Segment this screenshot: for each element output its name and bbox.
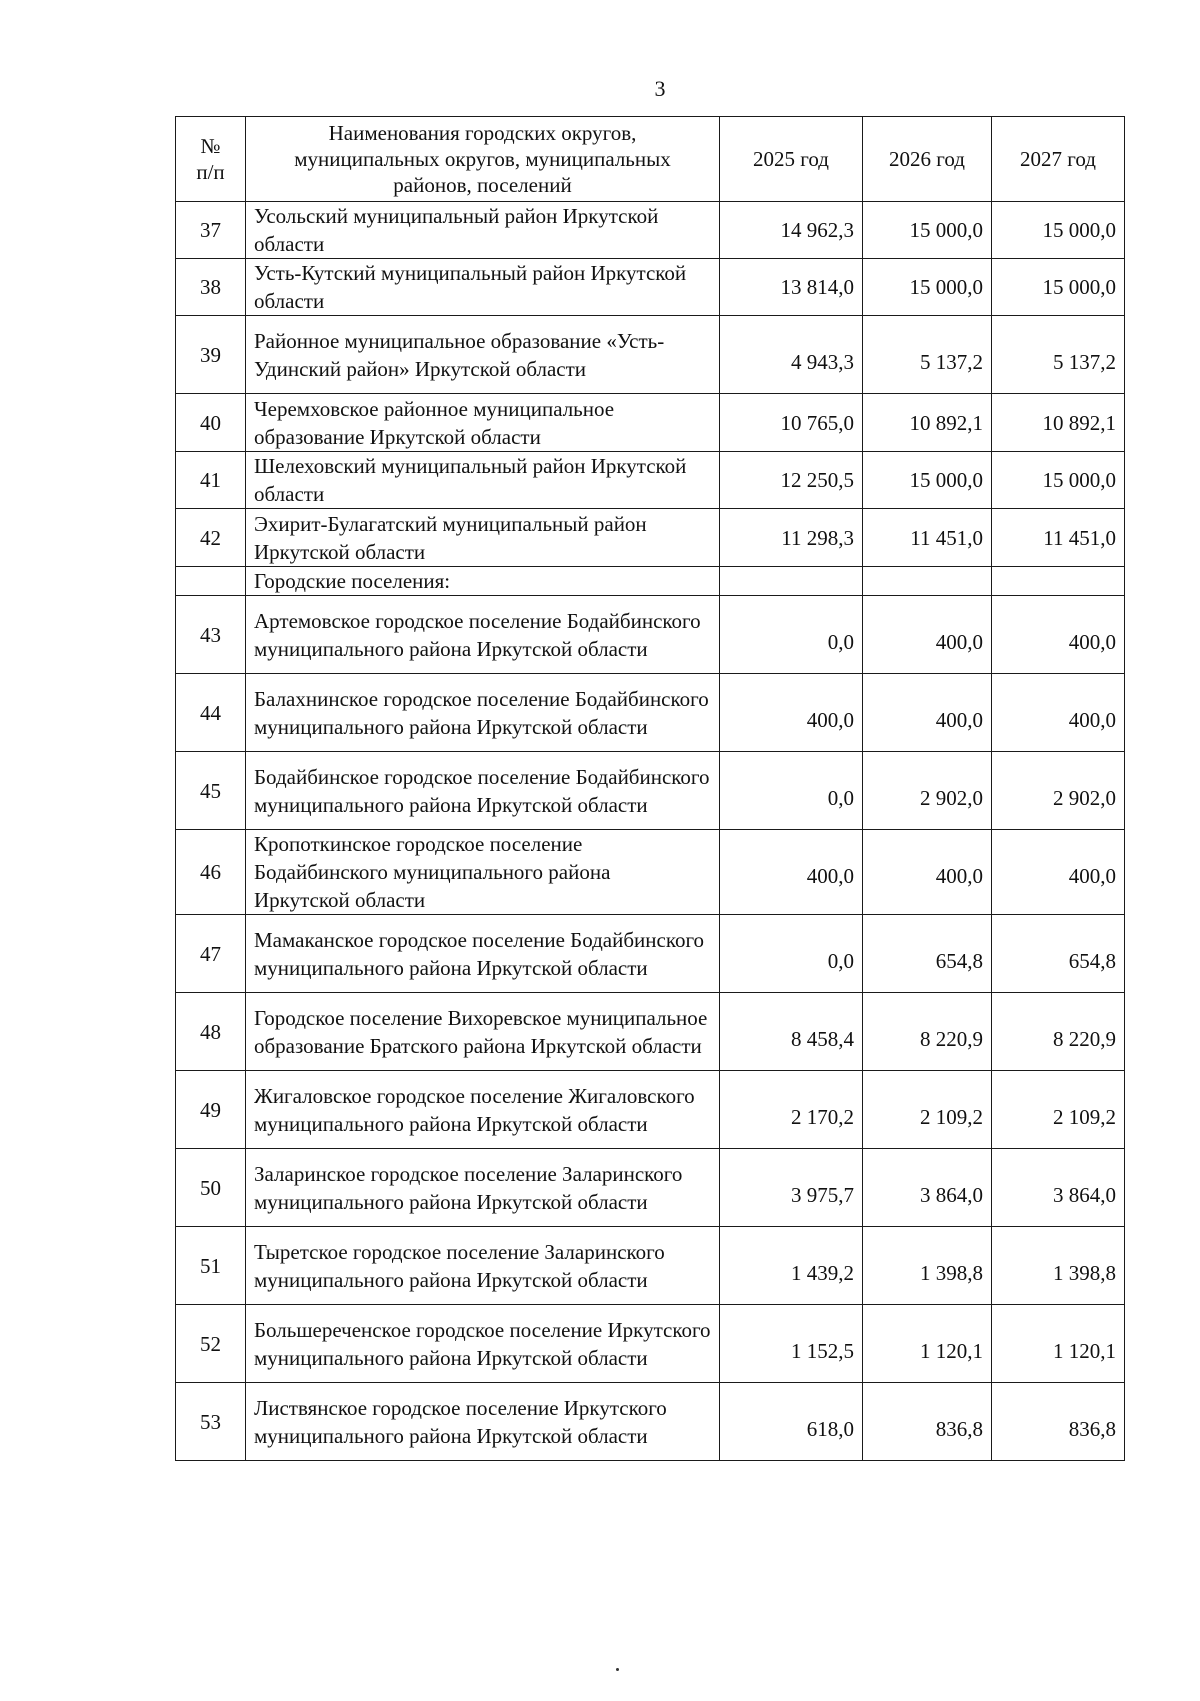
value-2026: 654,8 xyxy=(863,915,992,993)
row-number: 43 xyxy=(176,596,246,674)
row-number xyxy=(176,567,246,596)
row-number: 40 xyxy=(176,394,246,452)
value-2027: 1 120,1 xyxy=(992,1305,1125,1383)
value-2027: 15 000,0 xyxy=(992,202,1125,259)
value-2026 xyxy=(863,567,992,596)
row-number: 46 xyxy=(176,830,246,915)
row-name: Мамаканское городское поселение Бодайбинского муниципального района Иркутской области xyxy=(246,915,720,993)
row-number: 41 xyxy=(176,452,246,509)
value-2026: 400,0 xyxy=(863,596,992,674)
table-row xyxy=(176,993,1125,1071)
value-2026: 3 864,0 xyxy=(863,1149,992,1227)
value-2027: 10 892,1 xyxy=(992,394,1125,452)
value-2025: 400,0 xyxy=(720,830,863,915)
value-2027: 15 000,0 xyxy=(992,259,1125,316)
row-number: 38 xyxy=(176,259,246,316)
value-2027: 654,8 xyxy=(992,915,1125,993)
value-2027: 5 137,2 xyxy=(992,316,1125,394)
header-2027: 2027 год xyxy=(992,117,1125,202)
value-2025: 1 439,2 xyxy=(720,1227,863,1305)
header-2025: 2025 год xyxy=(720,117,863,202)
value-2027: 8 220,9 xyxy=(992,993,1125,1071)
value-2025: 11 298,3 xyxy=(720,509,863,567)
value-2026: 400,0 xyxy=(863,674,992,752)
table-row xyxy=(176,567,1125,596)
value-2025: 0,0 xyxy=(720,915,863,993)
value-2026: 1 120,1 xyxy=(863,1305,992,1383)
row-name: Усольский муниципальный район Иркутской области xyxy=(246,202,720,259)
value-2027: 1 398,8 xyxy=(992,1227,1125,1305)
value-2026: 400,0 xyxy=(863,830,992,915)
header-num: № п/п xyxy=(176,117,246,202)
value-2026: 5 137,2 xyxy=(863,316,992,394)
value-2025: 400,0 xyxy=(720,674,863,752)
header-2026: 2026 год xyxy=(863,117,992,202)
value-2027: 836,8 xyxy=(992,1383,1125,1461)
value-2025: 4 943,3 xyxy=(720,316,863,394)
value-2025: 0,0 xyxy=(720,596,863,674)
row-name: Городские поселения: xyxy=(246,567,720,596)
row-name: Жигаловское городское поселение Жигаловского муниципального района Иркутской области xyxy=(246,1071,720,1149)
row-number: 52 xyxy=(176,1305,246,1383)
row-name: Бодайбинское городское поселение Бодайбинского муниципального района Иркутской области xyxy=(246,752,720,830)
row-name: Эхирит-Булагатский муниципальный район Иркутской области xyxy=(246,509,720,567)
table-row xyxy=(176,1071,1125,1149)
table-row xyxy=(176,752,1125,830)
value-2027: 400,0 xyxy=(992,674,1125,752)
row-number: 37 xyxy=(176,202,246,259)
value-2026: 2 902,0 xyxy=(863,752,992,830)
row-name: Заларинское городское поселение Заларинского муниципального района Иркутской области xyxy=(246,1149,720,1227)
row-name: Городское поселение Вихоревское муниципальное образование Братского района Иркутской области xyxy=(246,993,720,1071)
row-name: Усть-Кутский муниципальный район Иркутской области xyxy=(246,259,720,316)
value-2026: 836,8 xyxy=(863,1383,992,1461)
row-name: Балахнинское городское поселение Бодайбинского муниципального района Иркутской области xyxy=(246,674,720,752)
value-2025: 14 962,3 xyxy=(720,202,863,259)
value-2025: 618,0 xyxy=(720,1383,863,1461)
value-2027: 400,0 xyxy=(992,830,1125,915)
value-2027 xyxy=(992,567,1125,596)
row-name: Листвянское городское поселение Иркутского муниципального района Иркутской области xyxy=(246,1383,720,1461)
value-2027: 11 451,0 xyxy=(992,509,1125,567)
table-row xyxy=(176,1227,1125,1305)
header-name: Наименования городских округов, муниципальных округов, муниципальных районов, поселений xyxy=(246,117,720,202)
table-row xyxy=(176,1383,1125,1461)
row-number: 50 xyxy=(176,1149,246,1227)
value-2027: 400,0 xyxy=(992,596,1125,674)
table-row xyxy=(176,259,1125,316)
table-header-row xyxy=(176,117,1125,202)
value-2025: 13 814,0 xyxy=(720,259,863,316)
value-2026: 2 109,2 xyxy=(863,1071,992,1149)
row-number: 47 xyxy=(176,915,246,993)
page-number: 3 xyxy=(654,76,666,101)
value-2025: 10 765,0 xyxy=(720,394,863,452)
value-2027: 2 109,2 xyxy=(992,1071,1125,1149)
table-row xyxy=(176,509,1125,567)
value-2026: 15 000,0 xyxy=(863,452,992,509)
value-2026: 10 892,1 xyxy=(863,394,992,452)
row-number: 42 xyxy=(176,509,246,567)
row-number: 44 xyxy=(176,674,246,752)
row-number: 39 xyxy=(176,316,246,394)
value-2025 xyxy=(720,567,863,596)
value-2025: 12 250,5 xyxy=(720,452,863,509)
value-2025: 2 170,2 xyxy=(720,1071,863,1149)
value-2025: 8 458,4 xyxy=(720,993,863,1071)
table-row xyxy=(176,830,1125,915)
row-number: 49 xyxy=(176,1071,246,1149)
table-row xyxy=(176,1305,1125,1383)
row-name: Шелеховский муниципальный район Иркутской области xyxy=(246,452,720,509)
allocation-table xyxy=(175,116,1125,1461)
row-name: Кропоткинское городское поселение Бодайбинского муниципального района Иркутской области xyxy=(246,830,720,915)
table-row xyxy=(176,915,1125,993)
page-dot xyxy=(616,1668,619,1671)
value-2025: 1 152,5 xyxy=(720,1305,863,1383)
value-2026: 8 220,9 xyxy=(863,993,992,1071)
row-number: 45 xyxy=(176,752,246,830)
value-2027: 3 864,0 xyxy=(992,1149,1125,1227)
value-2026: 11 451,0 xyxy=(863,509,992,567)
table-row xyxy=(176,202,1125,259)
value-2026: 1 398,8 xyxy=(863,1227,992,1305)
table-row xyxy=(176,316,1125,394)
table-row xyxy=(176,452,1125,509)
value-2026: 15 000,0 xyxy=(863,202,992,259)
row-name: Большереченское городское поселение Иркутского муниципального района Иркутской области xyxy=(246,1305,720,1383)
table-row xyxy=(176,596,1125,674)
row-number: 53 xyxy=(176,1383,246,1461)
value-2025: 3 975,7 xyxy=(720,1149,863,1227)
table-row xyxy=(176,674,1125,752)
value-2027: 2 902,0 xyxy=(992,752,1125,830)
row-name: Районное муниципальное образование «Усть-Удинский район» Иркутской области xyxy=(246,316,720,394)
row-name: Артемовское городское поселение Бодайбинского муниципального района Иркутской области xyxy=(246,596,720,674)
table-row xyxy=(176,1149,1125,1227)
row-number: 48 xyxy=(176,993,246,1071)
value-2025: 0,0 xyxy=(720,752,863,830)
row-name: Черемховское районное муниципальное образование Иркутской области xyxy=(246,394,720,452)
value-2026: 15 000,0 xyxy=(863,259,992,316)
value-2027: 15 000,0 xyxy=(992,452,1125,509)
row-name: Тыретское городское поселение Заларинского муниципального района Иркутской области xyxy=(246,1227,720,1305)
table-row xyxy=(176,394,1125,452)
row-number: 51 xyxy=(176,1227,246,1305)
